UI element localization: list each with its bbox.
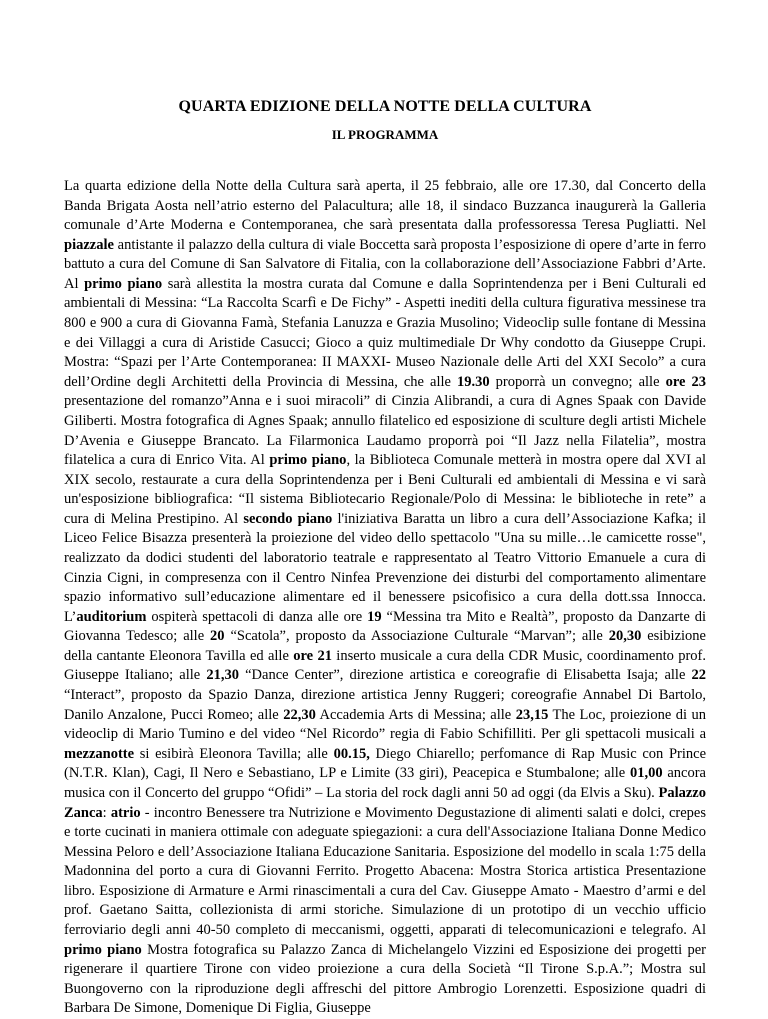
- bold-text-segment: piazzale: [64, 236, 114, 253]
- text-segment: “Dance Center”, direzione artistica e coreografie di Elisabetta Isaja; alle: [238, 667, 692, 684]
- text-segment: “Messina tra Mito e Realtà”, proposto da Danzarte di Giovanna Tedesco; alle: [64, 608, 706, 645]
- text-segment: proporrà un convegno; alle: [489, 373, 666, 390]
- bold-text-segment: 22: [691, 667, 706, 684]
- bold-text-segment: 01,00: [629, 765, 663, 782]
- document-subtitle: IL PROGRAMMA: [331, 127, 439, 142]
- bold-text-segment: ore 23: [665, 373, 706, 390]
- text-segment: “Interact”, proposto da Spazio Danza, direzione artistica Jenny Ruggeri; coreografie Annabel Di Bartolo, Danilo Anzalone, Pucci Romeo; alle: [64, 687, 706, 723]
- bold-text-segment: mezzanotte: [64, 745, 135, 762]
- text-segment: Accademia Arts di Messina; alle: [315, 706, 516, 723]
- text-segment: The Loc, proiezione di un videoclip di Mario Tumino e del video “Nel Ricordo” regia di Fabio Schifilliti. Per gli spettacoli musicali a: [64, 706, 707, 743]
- bold-text-segment: 19.30: [456, 373, 490, 390]
- text-segment: ospiterà spettacoli di danza alle ore: [146, 608, 368, 625]
- text-segment: presentazione del romanzo”Anna e i suoi miracoli” di Cinzia Alibrandi, a cura di Agnes Spaak con Davide Giliberti. Mostra fotografica di Agnes Spaak; annullo filatelico ed esposizione di sculture degli artisti Michele D’Avenia e Giuseppe Brancato. La Filarmonica Laudamo proporrà poi “Il Jazz nella Filatelia”, mostra filatelica a cura di Enrico Vita. Al: [64, 393, 706, 469]
- bold-text-segment: 22,30: [283, 706, 316, 723]
- bold-text-segment: primo piano: [269, 452, 347, 469]
- text-segment: Diego Chiarello; perfomance di Rap Music con Prince (N.T.R. Klan), Cagi, Il Nero e Sebastiano, LP e Limite (33 giri), Peacepica e Stumbalone; alle: [64, 745, 707, 782]
- bold-text-segment: 00.15,: [333, 745, 370, 762]
- text-segment: antistante il palazzo della cultura di viale Boccetta sarà proposta l’esposizione di opere d’arte in ferro battuto a cura del Comune di San Salvatore di Fitalia, con la collaborazione dell’Associazione Fabbri d’Arte. Al: [64, 236, 706, 292]
- bold-text-segment: 23,15: [515, 706, 549, 723]
- text-segment: Mostra fotografica su Palazzo Zanca di Michelangelo Vizzini ed Esposizione dei progetti per rigenerare il quartiere Tirone con video proiezione a cura della Società “Il Tirone S.p.A.”; Mostra sul Buongoverno con la riproduzione degli affreschi del pittore Ambrogio Lorenzetti. Esposizione quadri di Barbara De Simone, Domenique Di Figlia, Giuseppe: [64, 941, 706, 1017]
- text-segment: :: [102, 804, 111, 821]
- bold-text-segment: secondo piano: [243, 510, 333, 527]
- text-segment: ancora musica con il Concerto del gruppo “Ofidi” – La storia del rock dagli anni 50 ad oggi (da Elvis a Sku).: [64, 765, 706, 801]
- text-segment: l'iniziativa Baratta un libro a cura dell’Associazione Kafka; il Liceo Felice Bisazza presenterà la proiezione del video dello spettacolo "Una su mille…le camicette rosse", realizzato da dodici studenti del laboratorio teatrale e rappresentato al Teatro Vittorio Emanuele a cura di Cinzia Cigni, in compresenza con il Centro Ninfea Prevenzione dei disturbi del comportamento alimentare spazio informativo sull’educazione alimentare ed il benessere psicofisico a cura della dott.ssa Innocca. L’: [64, 510, 706, 625]
- text-segment: esibizione della cantante Eleonora Tavilla ed alle: [64, 628, 706, 664]
- bold-text-segment: ore 21: [293, 647, 332, 664]
- bold-text-segment: 20: [210, 628, 225, 645]
- text-segment: sarà allestita la mostra curata dal Comune e dalla Soprintendenza per i Beni Culturali ed ambientali di Messina: “La Raccolta Scarfì e De Fichy” - Aspetti inediti della cultura figurativa messinese tra 800 e 900 a cura di Giovanna Famà, Stefania Lanuzza e Grazia Musolino; Videoclip sulle fontane di Messina e dei Villaggi a cura di Aristide Casucci; Gioco a quiz multimediale Dr Why condotto da Giuseppe Crupi. Mostra: “Spazi per l’Arte Contemporanea: II MAXXI- Museo Nazionale delle Arti del XXI Secolo” a cura dell’Ordine degli Architetti della Provincia di Messina, che alle: [64, 275, 707, 390]
- text-segment: “Scatola”, proposto da Associazione Culturale “Marvan”; alle: [224, 628, 609, 645]
- bold-text-segment: 21,30: [206, 667, 239, 684]
- bold-text-segment: Palazzo Zanca: [64, 784, 706, 821]
- text-segment: inserto musicale a cura della CDR Music, coordinamento prof. Giuseppe Italiano; alle: [64, 647, 706, 684]
- bold-text-segment: primo piano: [64, 941, 142, 958]
- bold-text-segment: 19: [367, 608, 382, 625]
- text-segment: La quarta edizione della Notte della Cultura sarà aperta, il 25 febbraio, alle ore 17.30, dal Concerto della Banda Brigata Aosta nell’atrio esterno del Palacultura; alle 18, il sindaco Buzzanca inaugurerà la Galleria comunale d’Arte Moderna e Contemporanea, che sarà presentata dalla professoressa Teresa Pugliatti. Nel: [64, 178, 706, 234]
- bold-text-segment: atrio: [110, 804, 141, 821]
- bold-text-segment: 20,30: [608, 628, 642, 645]
- text-segment: - incontro Benessere tra Nutrizione e Movimento Degustazione di alimenti salati e dolci, crepes e torte cucinati in maniera ottimale con adeguate spiegazioni: a cura dell'Associazione Italiana Donne Medico Messina Peloro e dell’Associazione Italiana Educazione Sanitaria. Esposizione del modello in scala 1:75 della Madonnina del porto a cura di Giovanni Ferrito. Progetto Abacena: Mostra Storica artistica Presentazione libro. Esposizione di Armature e Armi rinascimentali a cura del Cav. Giuseppe Amato - Maestro d’armi e del prof. Gaetano Saitta, collezionista di armi storiche. Simulazione di un prototipo di un vecchio ufficio ferroviario degli anni 40-50 completo di meccanismi, oggetti, apparati di telecomunicazioni e telegrafo. Al: [64, 804, 706, 938]
- program-paragraph: [64, 177, 706, 1019]
- text-segment: si esibirà Eleonora Tavilla; alle: [134, 745, 334, 762]
- text-segment: , la Biblioteca Comunale metterà in mostra opere dal XVI al XIX secolo, restaurate a cura della Soprintendenza per i Beni Culturali ed ambientali di Messina e vi sarà un'esposizione bibliografica: “Il sistema Bibliotecario Regionale/Polo di Messina: le biblioteche in rete” a cura di Melina Prestipino. Al: [64, 452, 706, 527]
- bold-text-segment: primo piano: [84, 275, 163, 292]
- document-title: QUARTA EDIZIONE DELLA NOTTE DELLA CULTURA: [178, 98, 592, 115]
- bold-text-segment: auditorium: [76, 608, 147, 625]
